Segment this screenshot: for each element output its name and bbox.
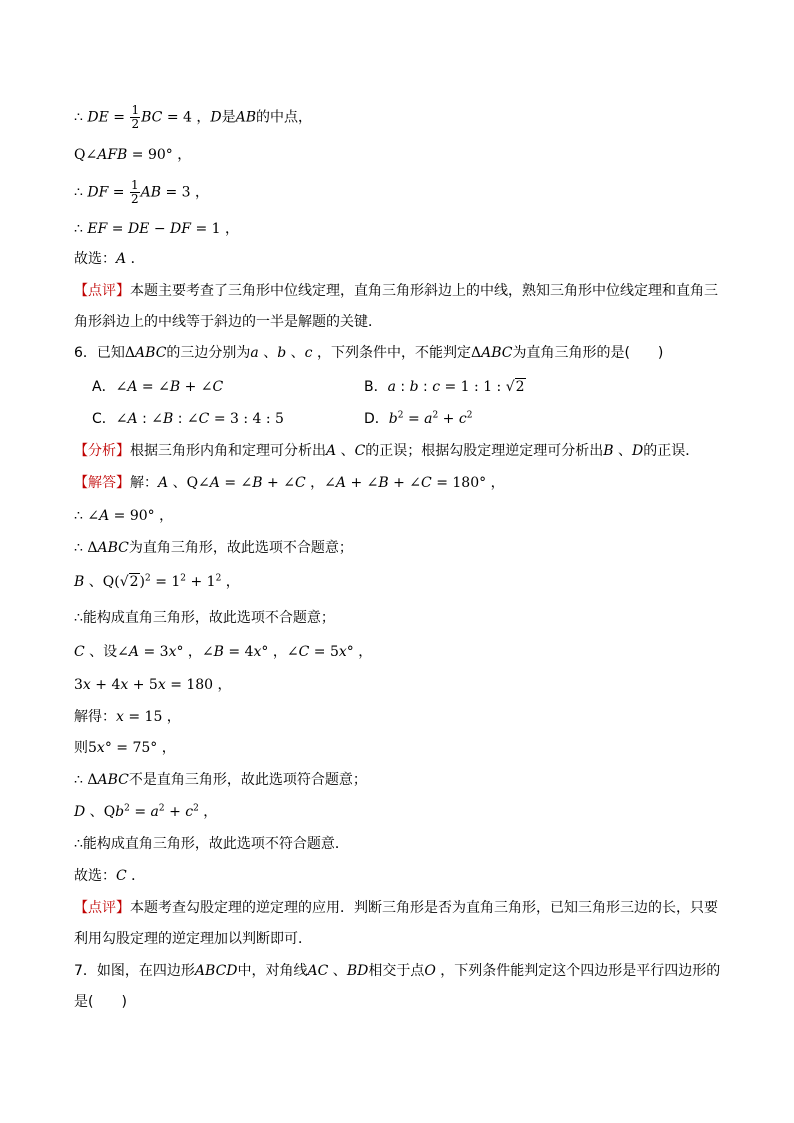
solution-step-8: 则5x° = 75° ，	[74, 740, 176, 756]
answer-line-c: 故选：C ．	[74, 868, 146, 884]
solution-step-11: ∴能构成直角三角形，故此选项不符合题意．	[74, 836, 349, 852]
answer-line-a: 故选：A ．	[74, 251, 145, 267]
solution-step-5: C 、设∠A = 3x° ，∠B = 4x° ，∠C = 5x° ，	[74, 644, 373, 660]
question-7: 7．如图，在四边形ABCD中，对角线AC 、BD相交于点O ，下列条件能判定这个四边形是平行四边形的	[74, 963, 721, 979]
solution-line-de: ∴ DE = $\frac{1}{2}$ BC = 4 ，D是AB的中点，	[74, 103, 313, 131]
solution-start: 【解答】解：A 、Q∠A = ∠B + ∠C ，∠A + ∠B + ∠C = 180° ，	[74, 475, 505, 491]
question-6: 6．已知ΔABC的三边分别为a 、b 、c ，下列条件中，不能判定ΔABC为直角三角形的是( )	[74, 345, 664, 361]
comment2-line-1: 【点评】本题考查勾股定理的逆定理的应用．判断三角形是否为直角三角形，已知三角形三边的长，只要	[74, 900, 718, 916]
solution-step-3: B 、$Q(√2)^2 = 1^2 + 1^2$ ，	[74, 573, 240, 590]
solution-line-ef: ∴ EF = DE − DF = 1 ，	[74, 221, 239, 237]
solution-step-10: D 、$Qb^2 = a^2 + c^2$ ，	[74, 803, 218, 820]
solution-step-9: ∴ ΔABC不是直角三角形，故此选项符合题意；	[74, 772, 367, 788]
solution-step-6: 3x + 4x + 5x = 180 ，	[74, 677, 232, 693]
solution-line-afb: Q∠AFB = 90° ，	[74, 147, 192, 163]
comment-tag: 【点评】	[74, 283, 130, 299]
fraction-one-half: $\frac{1}{2}$	[131, 103, 140, 131]
solution-step-2: ∴ ΔABC为直角三角形，故此选项不合题意；	[74, 540, 353, 556]
comment-tag: 【点评】	[74, 900, 130, 916]
comment-line-2: 角形斜边上的中线等于斜边的一半是解题的关键．	[74, 314, 382, 330]
option-c: C．∠A : ∠B : ∠C = 3 : 4 : 5	[92, 411, 284, 427]
solution-step-4: ∴能构成直角三角形，故此选项不合题意；	[74, 610, 335, 626]
analysis-line: 【分析】根据三角形内角和定理可分析出A 、C的正误；根据勾股定理逆定理可分析出B 、D的正误．	[74, 443, 700, 459]
option-b: B．a : b : c = 1 : 1 : √2	[364, 379, 525, 395]
comment-line-1: 【点评】本题主要考查了三角形中位线定理，直角三角形斜边上的中线，熟知三角形中位线定理和直角三	[74, 283, 718, 299]
solution-step-1: ∴ ∠A = 90° ，	[74, 508, 174, 524]
fraction-one-half: $\frac{1}{2}$	[130, 178, 139, 206]
option-a: A．∠A = ∠B + ∠C	[92, 379, 224, 395]
comment2-line-2: 利用勾股定理的逆定理加以判断即可．	[74, 931, 312, 947]
solution-line-df: ∴ DF = $\frac{1}{2}$ AB = 3 ，	[74, 178, 210, 206]
question-7-cont: 是( )	[74, 994, 127, 1010]
analysis-tag: 【分析】	[74, 443, 130, 459]
solution-tag: 【解答】	[74, 475, 130, 491]
solution-step-7: 解得：x = 15 ，	[74, 709, 181, 725]
option-d: D．$b^2 = a^2 + c^2$	[364, 410, 473, 427]
